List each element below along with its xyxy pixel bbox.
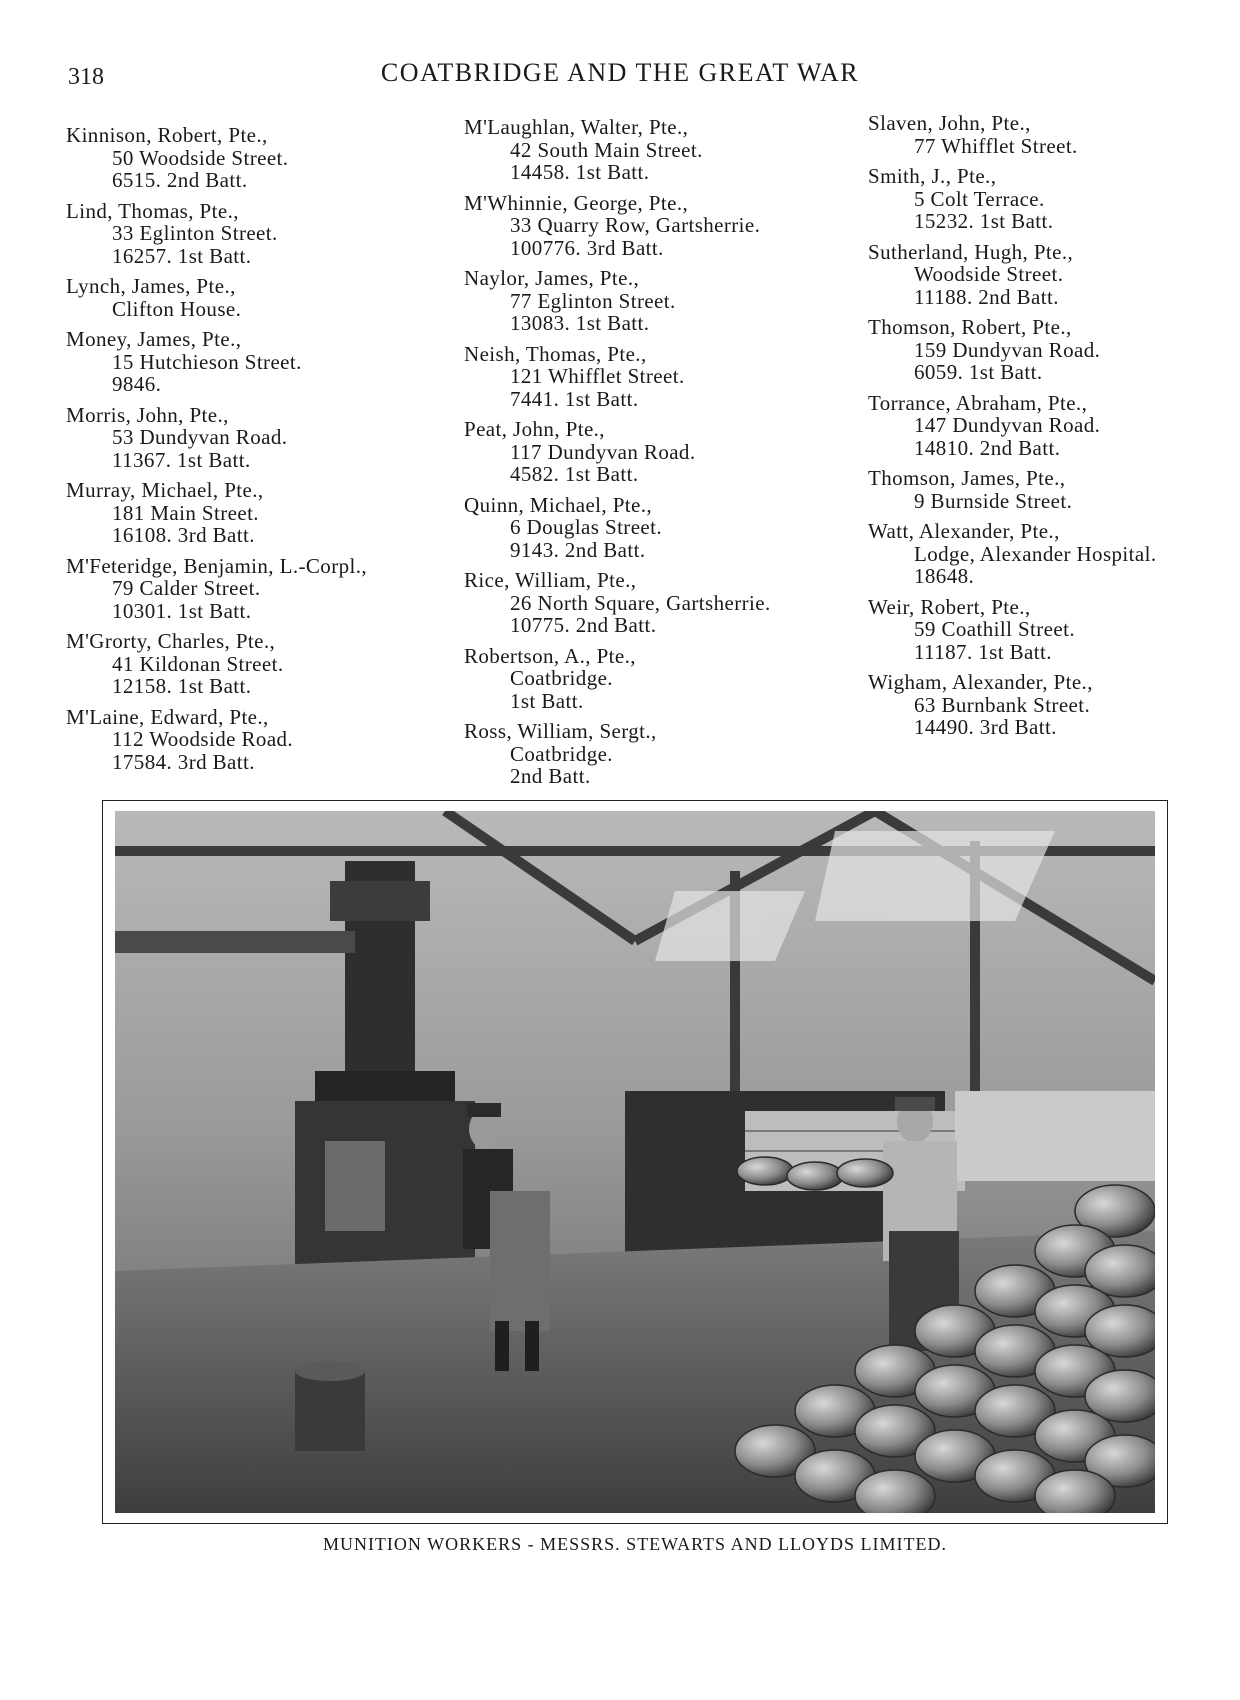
entry-name: M'Laine, Edward, Pte., bbox=[66, 704, 269, 729]
entry-service-detail: 11188. 2nd Batt. bbox=[914, 284, 1059, 309]
entry-service-detail: 17584. 3rd Batt. bbox=[112, 749, 255, 774]
entry-service-detail: 12158. 1st Batt. bbox=[112, 674, 252, 698]
entry-name: M'Laughlan, Walter, Pte., bbox=[464, 115, 689, 139]
entry-name: Morris, John, Pte., bbox=[66, 402, 229, 427]
roll-entry bbox=[868, 316, 1240, 384]
entry-name: Thomson, Robert, Pte., bbox=[868, 315, 1072, 339]
quench-bucket bbox=[295, 1361, 365, 1451]
roll-entry bbox=[66, 124, 446, 192]
entry-address: 50 Woodside Street. bbox=[112, 145, 289, 170]
entry-service-detail: 7441. 1st Batt. bbox=[510, 386, 639, 411]
entry-address: Lodge, Alexander Hospital. bbox=[914, 541, 1157, 566]
entry-address: Coatbridge. bbox=[510, 666, 613, 690]
entry-name: Ross, William, Sergt., bbox=[464, 719, 657, 743]
roll-entry bbox=[464, 569, 844, 637]
entry-address: Woodside Street. bbox=[914, 262, 1064, 286]
entry-name: M'Grorty, Charles, Pte., bbox=[66, 629, 276, 653]
shells-on-ledge bbox=[737, 1157, 893, 1190]
entry-address: 33 Quarry Row, Gartsherrie. bbox=[510, 213, 761, 237]
roll-entry bbox=[464, 720, 844, 788]
entry-address: 117 Dundyvan Road. bbox=[510, 439, 696, 464]
entry-address: 42 South Main Street. bbox=[510, 137, 703, 162]
entry-address: 181 Main Street. bbox=[112, 500, 259, 525]
entry-service-detail: 6515. 2nd Batt. bbox=[112, 168, 248, 192]
roll-entry bbox=[464, 418, 844, 486]
entry-service-detail: 4582. 1st Batt. bbox=[510, 462, 639, 486]
entry-name: Wigham, Alexander, Pte., bbox=[868, 670, 1093, 694]
entry-name: Kinnison, Robert, Pte., bbox=[66, 123, 268, 147]
entry-service-detail: 14490. 3rd Batt. bbox=[914, 715, 1057, 739]
entry-address: 5 Colt Terrace. bbox=[914, 186, 1045, 211]
entry-address: 77 Whifflet Street. bbox=[914, 133, 1078, 158]
entry-address: Coatbridge. bbox=[510, 741, 613, 766]
entry-name: Slaven, John, Pte., bbox=[868, 111, 1031, 135]
entry-name: Quinn, Michael, Pte., bbox=[464, 492, 653, 517]
roll-entry bbox=[66, 630, 446, 698]
roll-entry bbox=[464, 116, 844, 184]
entry-service-detail: 18648. bbox=[914, 564, 975, 588]
entry-address: 147 Dundyvan Road. bbox=[914, 413, 1101, 437]
entry-service-detail: 16257. 1st Batt. bbox=[112, 243, 252, 268]
entry-address: 26 North Square, Gartsherrie. bbox=[510, 590, 771, 615]
entry-name: Sutherland, Hugh, Pte., bbox=[868, 239, 1074, 264]
entry-service-detail: 10775. 2nd Batt. bbox=[510, 613, 657, 637]
roll-entry bbox=[868, 467, 1240, 512]
roll-entry bbox=[66, 555, 446, 623]
roll-entry bbox=[868, 392, 1240, 460]
roll-entry bbox=[464, 645, 844, 713]
roll-entry bbox=[464, 267, 844, 335]
entry-address: Clifton House. bbox=[112, 296, 242, 321]
roll-entry bbox=[66, 404, 446, 472]
page-number: 318 bbox=[68, 64, 104, 90]
running-title: COATBRIDGE AND THE GREAT WAR bbox=[380, 58, 860, 87]
entry-service-detail: 1st Batt. bbox=[510, 688, 584, 713]
entry-name: Torrance, Abraham, Pte., bbox=[868, 390, 1088, 415]
entry-address: 9 Burnside Street. bbox=[914, 488, 1073, 513]
roll-entry bbox=[66, 328, 446, 396]
entry-name: Murray, Michael, Pte., bbox=[66, 478, 264, 502]
entry-service-detail: 9143. 2nd Batt. bbox=[510, 537, 646, 562]
entry-address: 79 Calder Street. bbox=[112, 576, 261, 600]
roll-entry bbox=[868, 596, 1240, 664]
entry-name: M'Whinnie, George, Pte., bbox=[464, 190, 689, 215]
roll-entry bbox=[464, 192, 844, 260]
entry-address: 15 Hutchieson Street. bbox=[112, 349, 302, 374]
entry-service-detail: 2nd Batt. bbox=[510, 764, 591, 788]
entry-address: 63 Burnbank Street. bbox=[914, 692, 1091, 717]
entry-address: 159 Dundyvan Road. bbox=[914, 337, 1101, 362]
entry-name: Weir, Robert, Pte., bbox=[868, 594, 1031, 619]
roll-entry bbox=[868, 165, 1240, 233]
entry-address: 121 Whifflet Street. bbox=[510, 364, 685, 388]
roll-entry bbox=[868, 671, 1240, 739]
roll-column-1 bbox=[66, 124, 446, 781]
entry-name: Money, James, Pte., bbox=[66, 327, 242, 351]
entry-name: Thomson, James, Pte., bbox=[868, 466, 1066, 490]
entry-address: 59 Coathill Street. bbox=[914, 617, 1075, 641]
entry-address: 6 Douglas Street. bbox=[510, 515, 663, 539]
figure-caption: MUNITION WORKERS - MESSRS. STEWARTS AND LLOYDS LIMITED. bbox=[322, 1534, 948, 1554]
entry-name: Neish, Thomas, Pte., bbox=[464, 341, 647, 366]
entry-name: Peat, John, Pte., bbox=[464, 417, 605, 441]
entry-name: M'Feteridge, Benjamin, L.-Corpl., bbox=[66, 553, 368, 578]
entry-name: Robertson, A., Pte., bbox=[464, 643, 636, 668]
roll-entry bbox=[66, 479, 446, 547]
entry-name: Rice, William, Pte., bbox=[464, 568, 637, 592]
roll-entry bbox=[464, 343, 844, 411]
entry-service-detail: 9846. bbox=[112, 372, 162, 396]
entry-service-detail: 100776. 3rd Batt. bbox=[510, 235, 664, 260]
entry-service-detail: 15232. 1st Batt. bbox=[914, 209, 1054, 233]
entry-service-detail: 14458. 1st Batt. bbox=[510, 160, 650, 184]
photo-illustration bbox=[115, 811, 1155, 1513]
entry-name: Lynch, James, Pte., bbox=[66, 274, 236, 298]
roll-entry bbox=[66, 200, 446, 268]
entry-service-detail: 11187. 1st Batt. bbox=[914, 639, 1052, 664]
roll-entry bbox=[868, 520, 1240, 588]
roll-column-2 bbox=[464, 116, 844, 796]
roll-entry bbox=[868, 112, 1240, 157]
overhead-pipe bbox=[115, 931, 355, 953]
roll-entry bbox=[66, 275, 446, 320]
photo-frame bbox=[102, 800, 1168, 1524]
roll-column-3 bbox=[868, 112, 1240, 747]
entry-service-detail: 6059. 1st Batt. bbox=[914, 360, 1043, 384]
entry-service-detail: 16108. 3rd Batt. bbox=[112, 523, 255, 547]
entry-service-detail: 11367. 1st Batt. bbox=[112, 447, 251, 472]
entry-service-detail: 13083. 1st Batt. bbox=[510, 311, 650, 335]
munition-workers-photograph bbox=[115, 811, 1155, 1513]
roll-entry bbox=[464, 494, 844, 562]
entry-name: Naylor, James, Pte., bbox=[464, 266, 640, 290]
entry-address: 112 Woodside Road. bbox=[112, 727, 294, 751]
entry-address: 33 Eglinton Street. bbox=[112, 221, 278, 245]
entry-name: Lind, Thomas, Pte., bbox=[66, 198, 239, 223]
roll-entry bbox=[868, 241, 1240, 309]
entry-name: Watt, Alexander, Pte., bbox=[868, 519, 1060, 543]
entry-address: 77 Eglinton Street. bbox=[510, 288, 676, 313]
roll-entry bbox=[66, 706, 446, 774]
entry-service-detail: 10301. 1st Batt. bbox=[112, 598, 252, 623]
entry-service-detail: 14810. 2nd Batt. bbox=[914, 435, 1061, 460]
entry-address: 41 Kildonan Street. bbox=[112, 651, 284, 676]
entry-name: Smith, J., Pte., bbox=[868, 164, 997, 188]
entry-address: 53 Dundyvan Road. bbox=[112, 425, 288, 449]
